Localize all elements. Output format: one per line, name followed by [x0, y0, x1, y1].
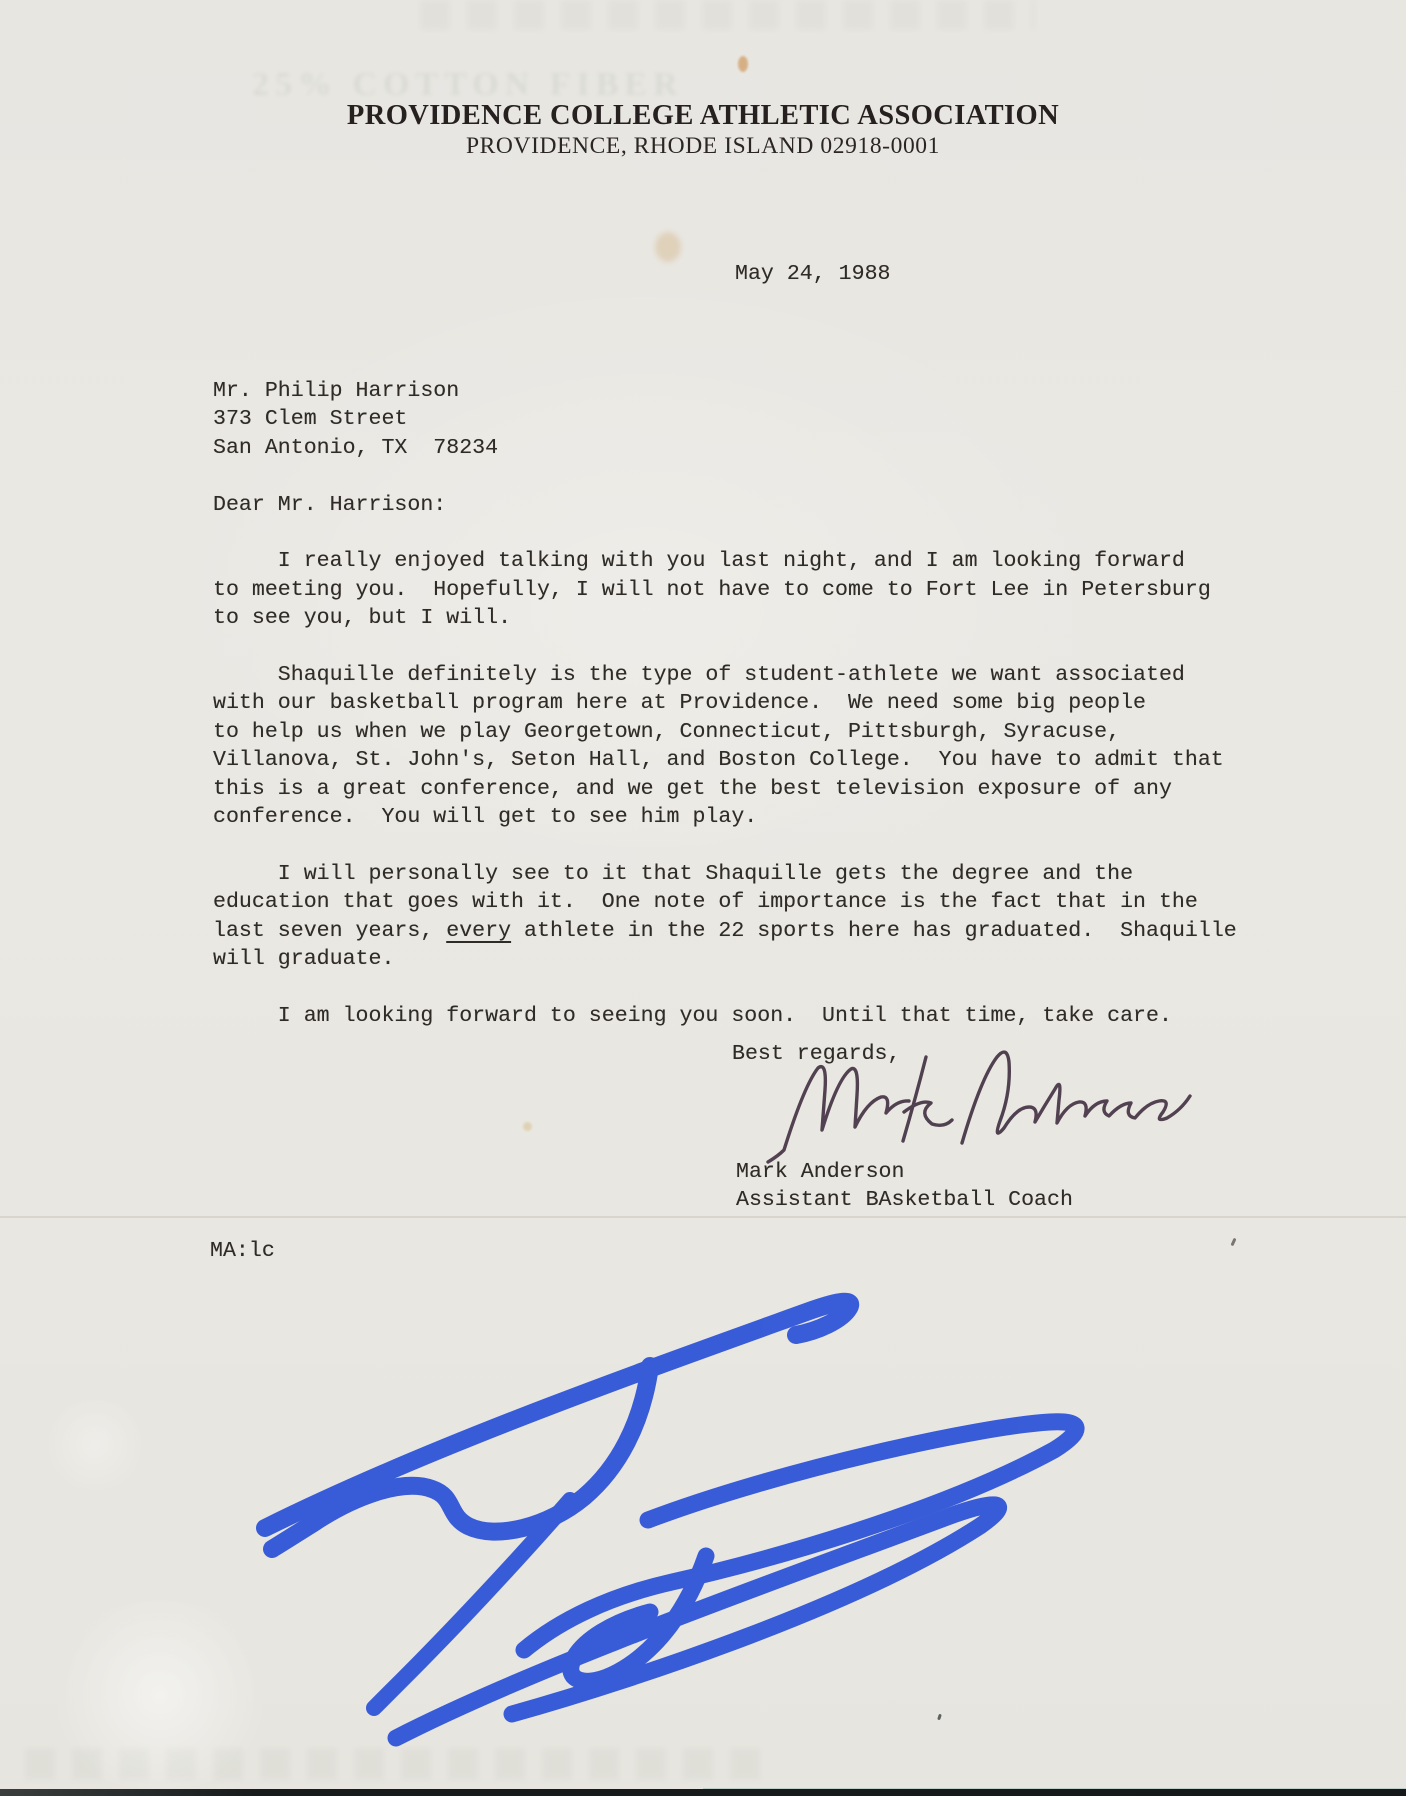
letter-line	[213, 633, 1237, 661]
date-line: May 24, 1988	[735, 262, 891, 286]
ink-speck	[1231, 1238, 1237, 1247]
pen-stroke	[903, 1057, 926, 1141]
letter-line: I will personally see to it that Shaquille gets the degree and the	[213, 861, 1134, 886]
typed-signature-title: Assistant BAsketball Coach	[736, 1188, 1073, 1212]
letter-line: I really enjoyed talking with you last night, and I am looking forward	[213, 549, 1185, 574]
paper-light-patch	[40, 1400, 150, 1490]
letter-line: last seven years, every athlete in the 22 sports here has graduated. Shaquille	[213, 918, 1237, 943]
ink-speck	[937, 1714, 942, 1721]
letter-line	[213, 974, 1237, 1002]
letter-line: will graduate.	[213, 947, 395, 972]
stain-spot	[523, 1122, 532, 1131]
letter-line: with our basketball program here at Providence. We need some big people	[213, 691, 1147, 716]
letter-line: conference. You will get to see him play.	[213, 805, 758, 830]
letter-line	[213, 519, 1237, 547]
letter-line: to see you, but I will.	[213, 606, 512, 631]
marker-stroke	[272, 1366, 650, 1549]
underlined-word: every	[446, 918, 512, 943]
letter-body	[213, 377, 1237, 1030]
closing-line: Best regards,	[732, 1042, 901, 1066]
typed-signature-name: Mark Anderson	[736, 1160, 905, 1184]
paper-light-patch	[40, 1600, 280, 1790]
letter-line: I am looking forward to seeing you soon. Until that time, take care.	[213, 1003, 1172, 1028]
letter-line: San Antonio, TX 78234	[213, 435, 499, 460]
pen-stroke	[904, 1102, 952, 1125]
letter-line: this is a great conference, and we get the best television exposure of any	[213, 776, 1172, 801]
marker-stroke	[265, 1302, 850, 1528]
scan-edge	[0, 1789, 1406, 1796]
paper-watermark: 25% COTTON FIBER	[252, 66, 684, 103]
letterhead-org-name: PROVIDENCE COLLEGE ATHLETIC ASSOCIATION	[346, 100, 1060, 131]
pen-stroke	[768, 1067, 909, 1162]
reference-initials: MA:lc	[210, 1239, 275, 1263]
letter-line	[213, 832, 1237, 860]
letter-line: Villanova, St. John's, Seton Hall, and Boston College. You have to admit that	[213, 748, 1224, 773]
letter-line: Mr. Philip Harrison	[213, 379, 460, 403]
fold-crease	[0, 1216, 1406, 1218]
letter-line: 373 Clem Street	[213, 407, 408, 432]
letter-line	[213, 462, 1237, 490]
letter-line: to meeting you. Hopefully, I will not have to come to Fort Lee in Petersburg	[213, 577, 1211, 602]
letter-line: Shaquille definitely is the type of student-athlete we want associated	[213, 663, 1185, 688]
marker-stroke	[571, 1556, 706, 1681]
showthrough-ghost-top	[420, 0, 1035, 30]
marker-stroke	[396, 1505, 999, 1738]
stain-spot	[738, 56, 748, 72]
letterhead-org-address: PROVIDENCE, RHODE ISLAND 02918-0001	[465, 133, 941, 159]
marker-stroke	[524, 1422, 1076, 1650]
marker-stroke	[374, 1500, 570, 1708]
letter-line: Dear Mr. Harrison:	[213, 492, 447, 517]
letter-line: to help us when we play Georgetown, Connecticut, Pittsburgh, Syracuse,	[213, 719, 1121, 744]
pen-stroke	[962, 1052, 1190, 1143]
stain-spot	[655, 232, 681, 262]
letter-line: education that goes with it. One note of importance is the fact that in the	[213, 890, 1198, 915]
